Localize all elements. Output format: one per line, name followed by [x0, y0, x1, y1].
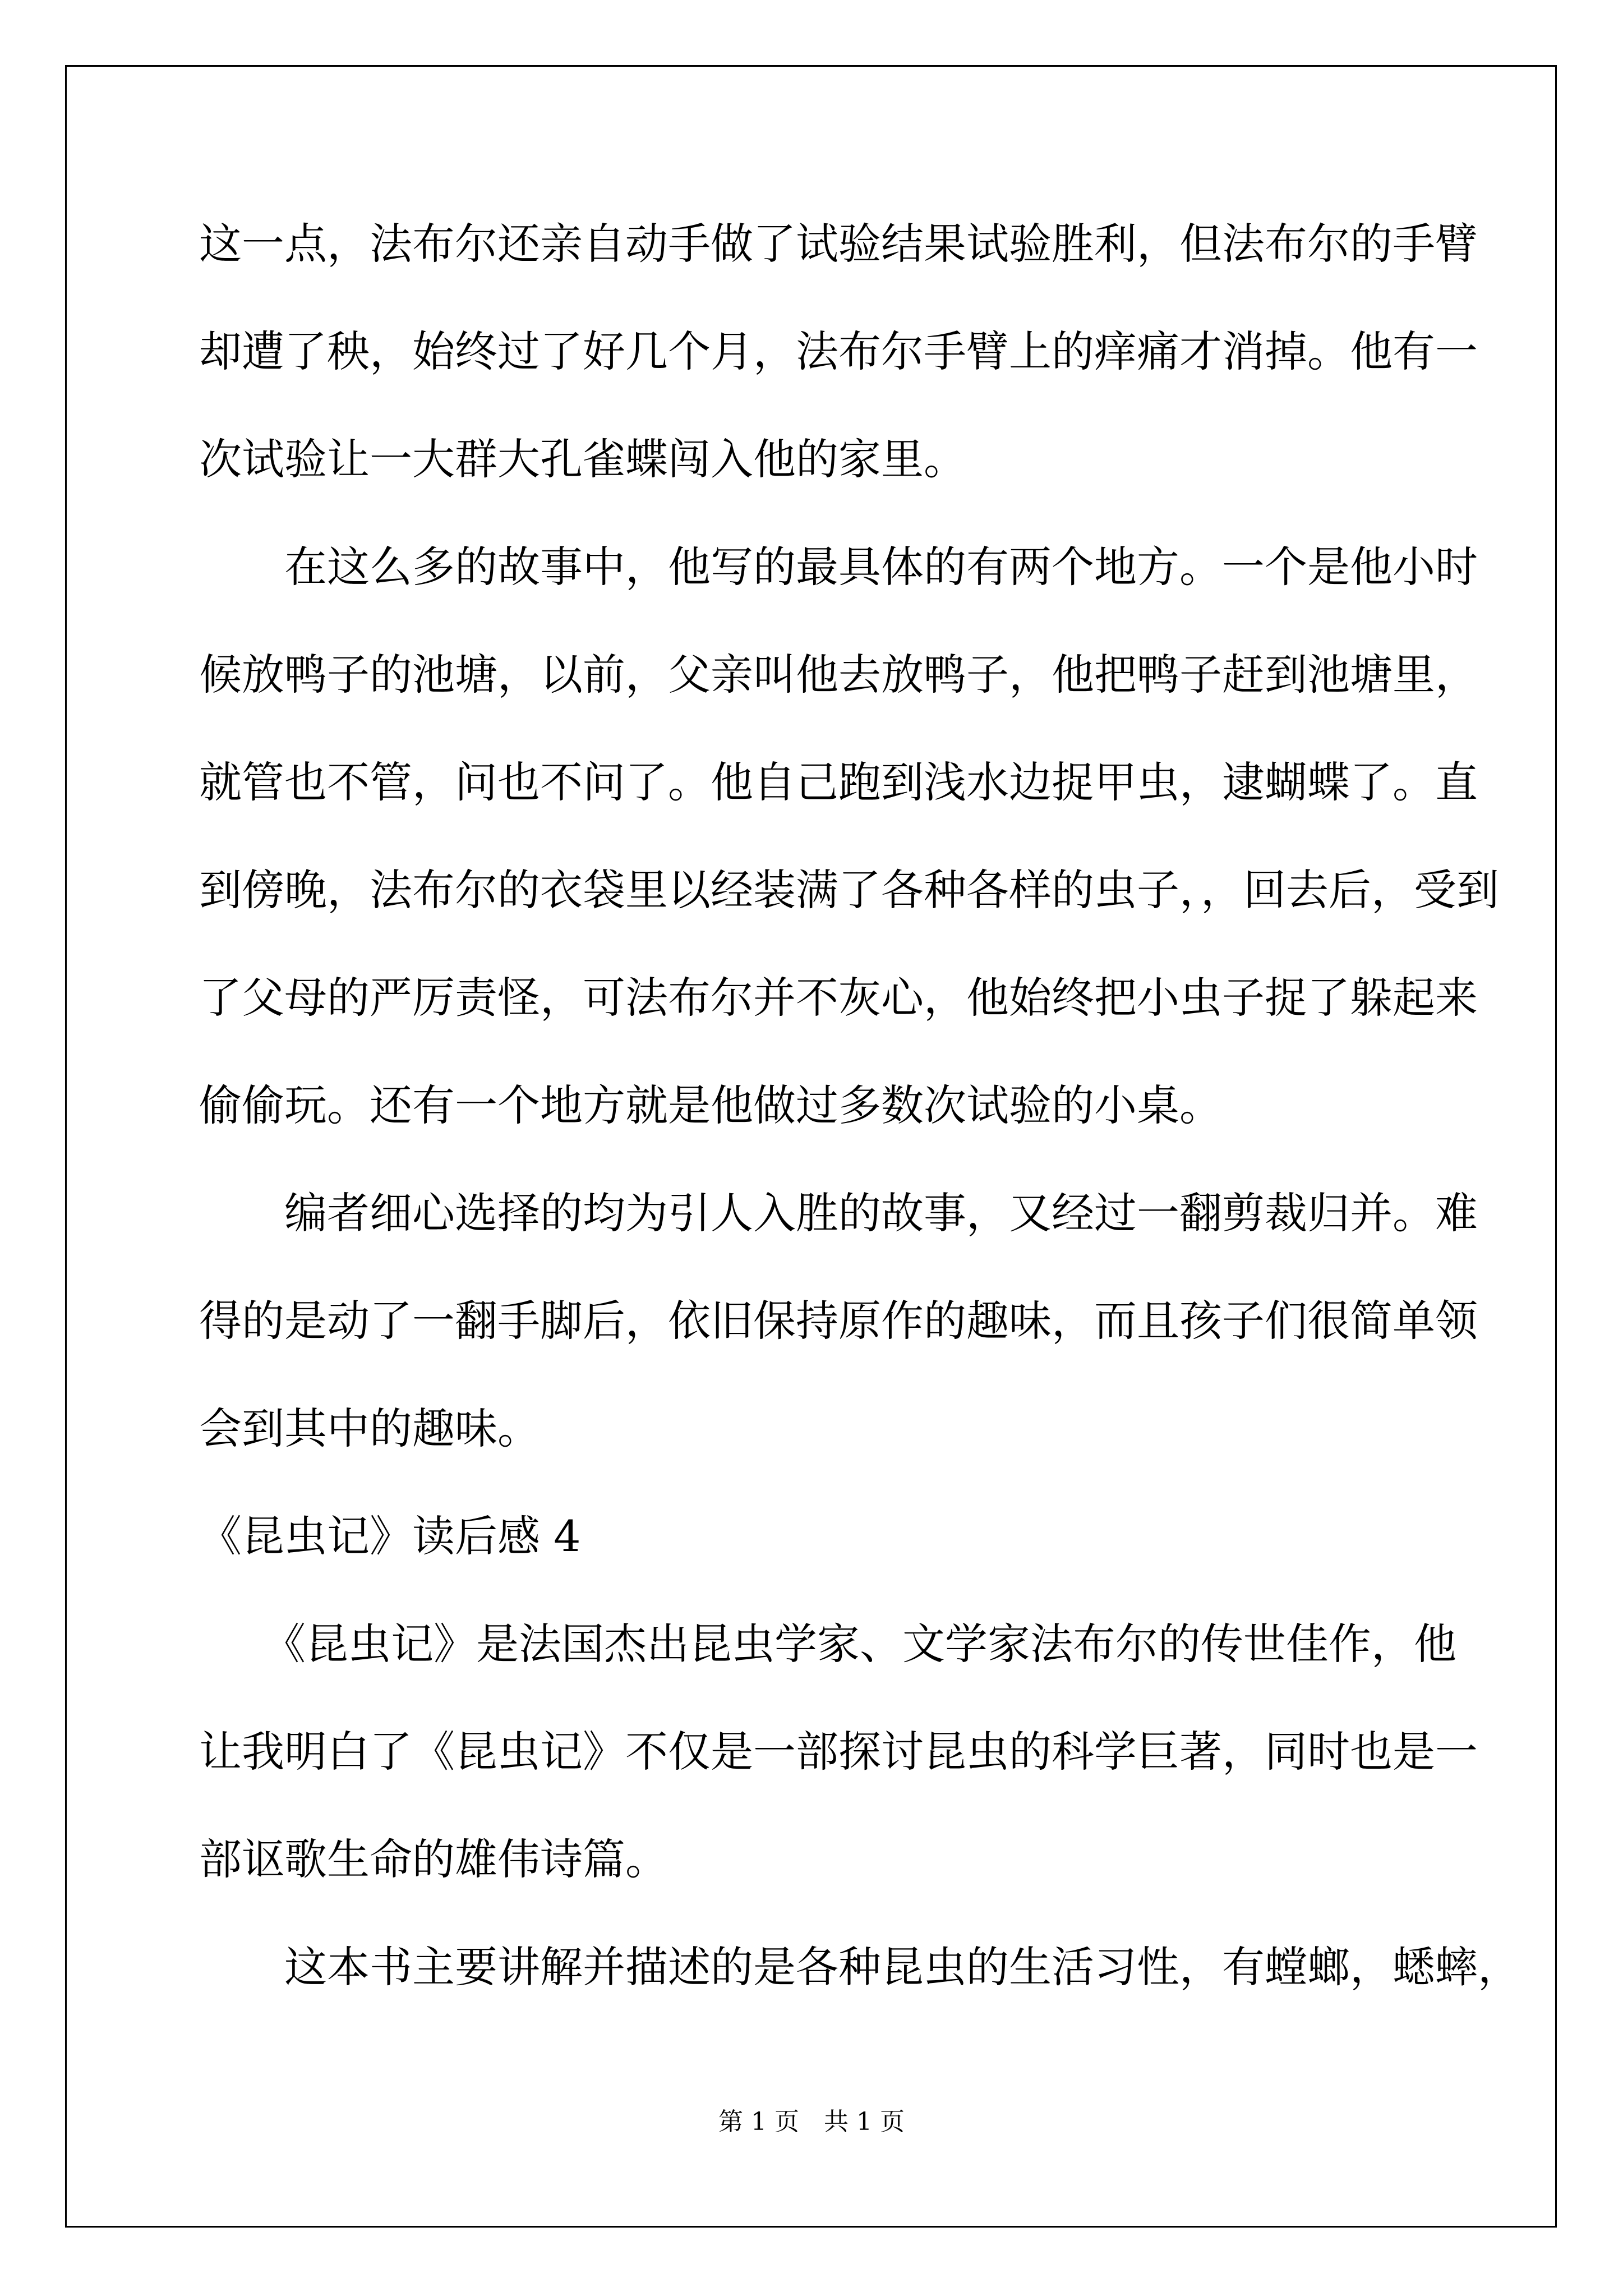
text-line: 编者细心选择的均为引人入胜的故事，又经过一翻剪裁归并。难: [199, 1188, 1478, 1238]
text-line: 得的是动了一翻手脚后，依旧保持原作的趣味，而且孩子们很简单领: [199, 1296, 1478, 1346]
text-line: 在这么多的故事中，他写的最具体的有两个地方。一个是他小时: [199, 542, 1478, 592]
text-line: 到傍晚，法布尔的衣袋里以经装满了各种各样的虫子，，回去后，受到: [199, 865, 1499, 915]
page-footer: 第 1 页 共 1 页: [718, 2108, 905, 2136]
text-line: 会到其中的趣味。: [199, 1404, 540, 1453]
text-line: 了父母的严厉责怪，可法布尔并不灰心，他始终把小虫子捉了躲起来: [199, 973, 1478, 1023]
text-line: 就管也不管，问也不问了。他自己跑到浅水边捉甲虫，逮蝴蝶了。直: [199, 757, 1478, 807]
text-line: 让我明白了《昆虫记》不仅是一部探讨昆虫的科学巨著，同时也是一: [199, 1727, 1478, 1777]
text-line: 次试验让一大群大孔雀蝶闯入他的家里。: [199, 434, 966, 484]
text-line: 候放鸭子的池塘，以前，父亲叫他去放鸭子，他把鸭子赶到池塘里，: [199, 650, 1478, 700]
section-heading: 《昆虫记》读后感 4: [199, 1511, 581, 1561]
text-line: 偷偷玩。还有一个地方就是他做过多数次试验的小桌。: [199, 1080, 1222, 1130]
text-line: 这本书主要讲解并描述的是各种昆虫的生活习性，有螳螂，蟋蟀，: [199, 1942, 1520, 1992]
text-line: 《昆虫记》是法国杰出昆虫学家、文学家法布尔的传世佳作，他: [199, 1619, 1456, 1669]
text-line: 部讴歌生命的雄伟诗篇。: [199, 1834, 668, 1884]
text-line: 却遭了秧，始终过了好几个月，法布尔手臂上的痒痛才消掉。他有一: [199, 326, 1478, 376]
document-body: [199, 210, 1520, 2041]
text-line: 这一点，法布尔还亲自动手做了试验结果试验胜利，但法布尔的手臂: [199, 219, 1478, 269]
